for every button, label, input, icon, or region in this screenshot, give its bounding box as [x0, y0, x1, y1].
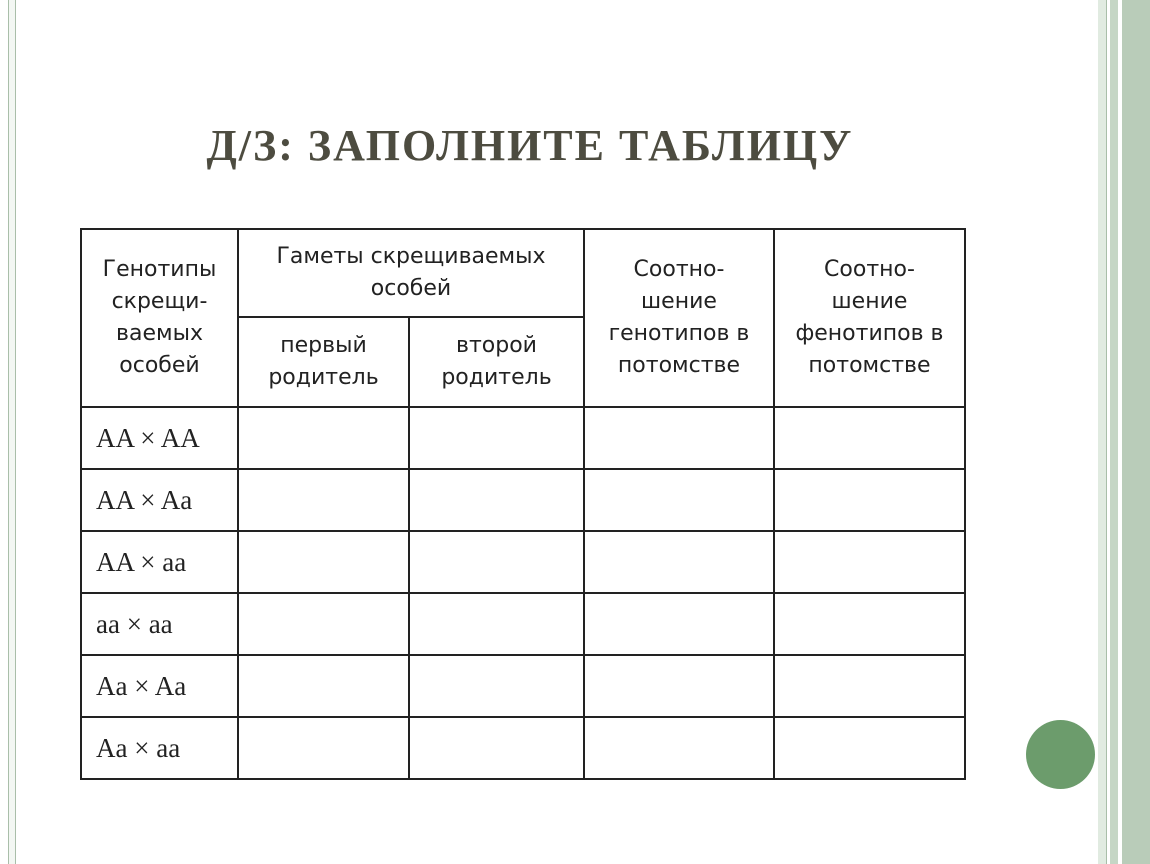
first-parent-gametes-cell[interactable] — [238, 407, 409, 469]
phenotype-ratio-cell[interactable] — [774, 469, 965, 531]
second-parent-gametes-cell[interactable] — [409, 717, 584, 779]
cross-cell: Aa × aa — [81, 717, 238, 779]
second-parent-gametes-cell[interactable] — [409, 593, 584, 655]
homework-table — [80, 228, 966, 780]
table-row — [81, 469, 965, 531]
second-parent-gametes-cell[interactable] — [409, 407, 584, 469]
header-genotypes: Генотипы скрещи- ваемых особей — [81, 229, 238, 407]
slide-title: Д/З: ЗАПОЛНИТЕ ТАБЛИЦУ — [206, 121, 854, 170]
second-parent-gametes-cell[interactable] — [409, 469, 584, 531]
cross-cell: aa × aa — [81, 593, 238, 655]
header-first-parent: первый родитель — [238, 317, 409, 407]
cross-cell: AA × AA — [81, 407, 238, 469]
table-row — [81, 407, 965, 469]
header-gametes: Гаметы скрещиваемых особей — [238, 229, 584, 317]
cross-cell: AA × aa — [81, 531, 238, 593]
genotype-ratio-cell[interactable] — [584, 469, 774, 531]
table-row — [81, 531, 965, 593]
genotype-ratio-cell[interactable] — [584, 593, 774, 655]
header-phenotype-ratio: Соотно- шение фенотипов в потомстве — [774, 229, 965, 407]
phenotype-ratio-cell[interactable] — [774, 593, 965, 655]
first-parent-gametes-cell[interactable] — [238, 655, 409, 717]
second-parent-gametes-cell[interactable] — [409, 655, 584, 717]
phenotype-ratio-cell[interactable] — [774, 655, 965, 717]
first-parent-gametes-cell[interactable] — [238, 717, 409, 779]
table-row — [81, 717, 965, 779]
right-frame-stripes — [1098, 0, 1150, 864]
genotype-ratio-cell[interactable] — [584, 531, 774, 593]
table-row — [81, 655, 965, 717]
first-parent-gametes-cell[interactable] — [238, 531, 409, 593]
decorative-green-circle — [1026, 720, 1095, 789]
header-genotype-ratio: Соотно- шение генотипов в потомстве — [584, 229, 774, 407]
header-second-parent: второй родитель — [409, 317, 584, 407]
phenotype-ratio-cell[interactable] — [774, 717, 965, 779]
genotype-ratio-cell[interactable] — [584, 407, 774, 469]
cross-cell: Aa × Aa — [81, 655, 238, 717]
first-parent-gametes-cell[interactable] — [238, 593, 409, 655]
first-parent-gametes-cell[interactable] — [238, 469, 409, 531]
phenotype-ratio-cell[interactable] — [774, 407, 965, 469]
second-parent-gametes-cell[interactable] — [409, 531, 584, 593]
phenotype-ratio-cell[interactable] — [774, 531, 965, 593]
table-row — [81, 593, 965, 655]
cross-cell: AA × Aa — [81, 469, 238, 531]
genotype-ratio-cell[interactable] — [584, 717, 774, 779]
genotype-ratio-cell[interactable] — [584, 655, 774, 717]
